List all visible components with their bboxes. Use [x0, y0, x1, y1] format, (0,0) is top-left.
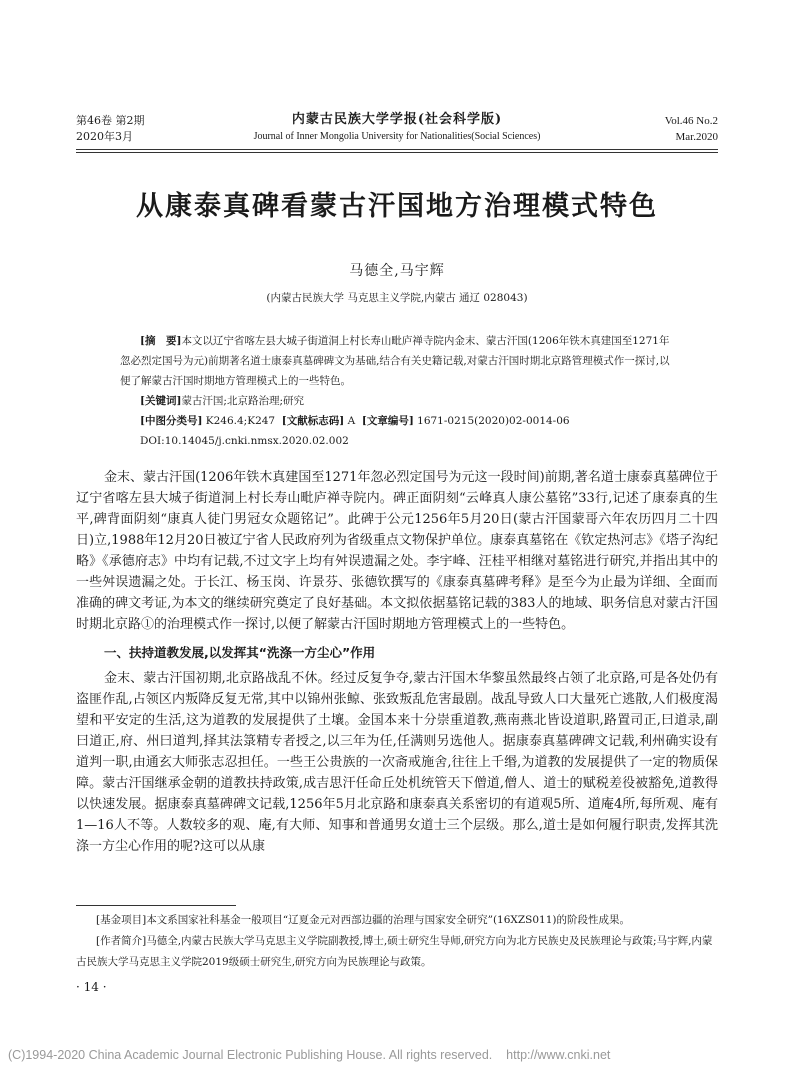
clc-value: K246.4;K247 [205, 415, 276, 427]
header-rule-thin [76, 152, 718, 153]
abstract-block [120, 331, 676, 451]
keywords-text: 蒙古汗国;北京路治理;研究 [181, 395, 305, 407]
footnote-author [76, 931, 718, 973]
doc-code-value: A [347, 415, 356, 427]
author-info-text: 马德全,内蒙古民族大学马克思主义学院副教授,博士,硕士研究生导师,研究方向为北方民族史及民族理论与政策;马宇辉,内蒙古民族大学马克思主义学院2019级硕士研究生,研究方向为民族理论与政策。 [76, 935, 713, 968]
header-date-cn: 2020年3月 [76, 130, 133, 143]
paper-affiliation: (内蒙古民族大学 马克思主义学院,内蒙古 通辽 028043) [266, 292, 528, 304]
footnote-rule [76, 905, 236, 906]
paper-authors: 马德全,马宇辉 [349, 263, 445, 279]
header-volume-en: Vol.46 No.2 [664, 115, 718, 127]
body-paragraph-1: 金末、蒙古汗国(1206年铁木真建国至1271年忽必烈定国号为元这一段时间)前期,著名道士康泰真墓碑位于辽宁省喀左县大城子街道洞上村长寿山毗庐禅寺院内。碑正面阴刻“云峰真人康公墓铭”33行,记述了康泰真的生平,碑背面阴刻“康真人徒门男冠女众题铭记”。此碑于公元1256年5月20日(蒙古汗国蒙哥六年农历四月二十四日)立,1988年12月20日被辽宁省人民政府列为省级重点文物保护单位。康泰真墓铭在《钦定热河志》《塔子沟纪略》《承德府志》中均有记载,不过文字上均有舛误遗漏之处。李宇峰、汪桂平相继对墓铭进行研究,并指出其中的一些舛误遗漏之处。于长江、杨玉岗、许景芬、张德钦撰写的《康泰真墓碑考释》是至今为止最为详细、全面而准确的碑文考证,为本文的继续研究奠定了良好基础。本文拟依据墓铭记载的383人的地域、职务信息对蒙古汗国时期北京路①的治理模式作一探讨,以便了解蒙古汗国时期地方管理模式上的一些特色。 [76, 470, 718, 632]
footnotes [76, 910, 718, 973]
article-number-value: 1671-0215(2020)02-0014-06 [417, 415, 570, 427]
clc-label: [中图分类号] [140, 415, 203, 427]
footnote-fund [76, 910, 718, 931]
header-date-en: Mar.2020 [675, 131, 718, 143]
section-heading-1: 一、扶持道教发展,以发挥其“洗涤一方尘心”作用 [104, 645, 376, 660]
copyright-line: (C)1994-2020 China Academic Journal Electronic Publishing House. All rights reserved. http://www.cnki.net [8, 1048, 611, 1062]
header-volume-cn: 第46卷 第2期 [76, 114, 145, 127]
abstract-label: [摘 要] [140, 335, 182, 347]
doi-line: DOI:10.14045/j.cnki.nmsx.2020.02.002 [140, 435, 349, 447]
header-journal-en: Journal of Inner Mongolia University for Nationalities(Social Sciences) [253, 131, 541, 142]
page-number: · 14 · [76, 980, 107, 994]
body-paragraph-2: 金末、蒙古汗国初期,北京路战乱不休。经过反复争夺,蒙古汗国木华黎虽然最终占领了北京路,可是各处仍有盗匪作乱,占领区内叛降反复无常,其中以锦州张鲸、张致叛乱危害最剧。战乱导致人口大量死亡逃散,人们极度渴望和平安定的生活,这为道教的发展提供了土壤。金国本来十分崇重道教,燕南燕北皆设道职,路置司正,曰道录,副曰道正,府、州曰道判,择其法箓精专者授之,以三年为任,任满则另选他人。据康泰真墓碑碑文记载,利州确实设有道判一职,由通玄大师张志忍担任。一些王公贵族的一次斋戒施舍,往往上千缗,为道教的发展提供了一定的物质保障。蒙古汗国继承金朝的道教扶持政策,成吉思汗任命丘处机统管天下僧道,僧人、道士的赋税差役被豁免,道教得以快速发展。据康泰真墓碑碑文记载,1256年5月北京路和康泰真关系密切的有道观5所、道庵4所,每所观、庵有1—16人不等。人数较多的观、庵,有大师、知事和普通男女道士三个层级。那么,道士是如何履行职责,发挥其洗涤一方尘心作用的呢?这可以从康 [76, 671, 718, 854]
paper-title: 从康泰真碑看蒙古汗国地方治理模式特色 [136, 191, 658, 222]
header-rule-thick [76, 149, 718, 150]
classification-line [120, 411, 676, 431]
header-volume-en-info [665, 113, 718, 145]
article-number-label: [文章编号] [361, 415, 414, 427]
body-text [76, 467, 718, 857]
fund-text: 本文系国家社科基金一般项目“辽夏金元对西部边疆的治理与国家安全研究”(16XZS011)的阶段性成果。 [146, 914, 630, 926]
keywords-line [120, 391, 676, 411]
abstract-text: 本文以辽宁省喀左县大城子街道洞上村长寿山毗庐禅寺院内金末、蒙古汗国(1206年铁木真建国至1271年忽必烈定国号为元)前期著名道士康泰真墓碑碑文为基础,结合有关史籍记载,对蒙古汗国时期北京路管理模式作一探讨,以便了解蒙古汗国时期地方管理模式上的一些特色。 [120, 335, 670, 387]
author-info-label: [作者简介] [96, 935, 147, 947]
header-journal-cn: 内蒙古民族大学学报(社会科学版) [291, 112, 503, 127]
header-journal [200, 111, 594, 144]
header-volume-info [76, 113, 145, 145]
keywords-label: [关键词] [140, 395, 182, 407]
doc-code-label: [文献标志码] [281, 415, 345, 427]
fund-label: [基金项目] [96, 914, 147, 926]
abstract-paragraph [120, 331, 676, 391]
